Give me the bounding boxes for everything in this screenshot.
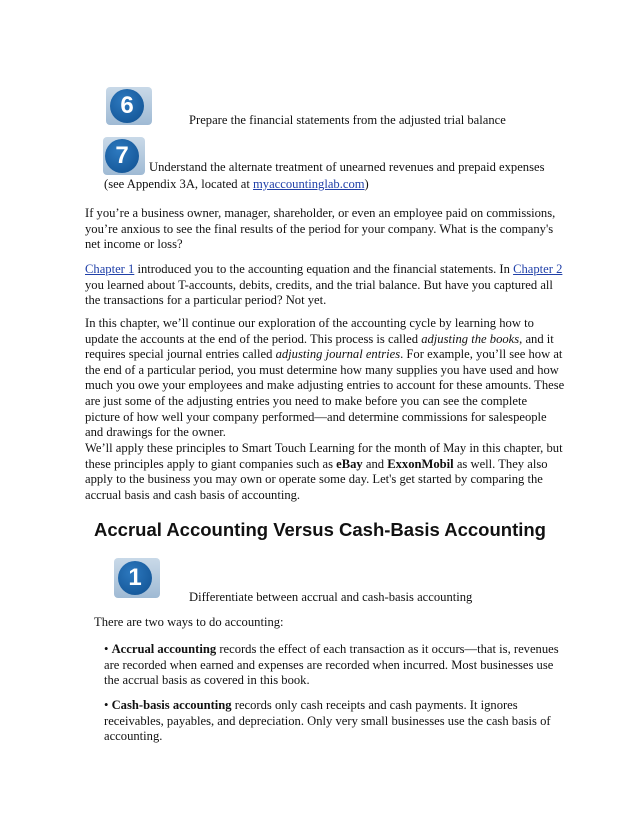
para4-text1: We’ll apply these principles to Smart Touch Learning for the month of May in this chapter, but these principles apply to giant companies such as	[85, 441, 563, 471]
objective-7-text: Understand the alternate treatment of unearned revenues and prepaid expenses	[149, 160, 545, 174]
ebay-name: eBay	[336, 456, 363, 471]
adjusting-journal-entries-term: adjusting journal entries	[275, 347, 401, 362]
smart-touch-paragraph	[85, 441, 565, 503]
learning-objective-6-badge	[106, 87, 152, 125]
section-heading: Accrual Accounting Versus Cash-Basis Accounting	[94, 519, 546, 540]
para4-text2: and	[362, 456, 388, 471]
cash-basis-accounting-term: Cash-basis accounting	[111, 698, 232, 712]
chapter-1-link[interactable]: Chapter 1	[85, 262, 135, 276]
objective-number-6: 6	[110, 89, 144, 123]
intro-paragraph: If you’re a business owner, manager, shareholder, or even an employee paid on commissions, you’re anxious to see the final results of the period for your company. What is the company's net income or loss?	[85, 206, 556, 252]
para2-text1: introduced you to the accounting equation and the financial statements. In	[134, 262, 514, 276]
para4-text3: as well. They also apply to the business you may own or operate some day. Let's get started by comparing the accrual basis and cash basis of accounting.	[85, 456, 548, 502]
para3-text3: . For example, you’ll see how at the end of a particular period, you must determine how many supplies you have used and how much you owe your employees and make adjusting entries to account for these amounts. These are just some of the adjusting entries you need to make before you can see the complete picture of how well your company performed—and determine commissions for salespeople and drawings for the owner.	[85, 347, 565, 440]
adjusting-the-books-term: adjusting the books	[421, 331, 520, 346]
para3-text1: In this chapter, we’ll continue our exploration of the accounting cycle by learning how to update the accounts at the end of the period. This process is called	[85, 316, 534, 346]
objective-7-line2-suffix: )	[364, 177, 369, 191]
bullet-1-marker: •	[104, 642, 109, 656]
bullet-2-marker: •	[104, 698, 109, 712]
learning-objective-1-badge	[114, 558, 160, 598]
two-ways-intro: There are two ways to do accounting:	[94, 615, 284, 629]
chapter-2-link[interactable]: Chapter 2	[513, 262, 563, 276]
chapter-overview-paragraph	[85, 316, 565, 441]
chapter-review-paragraph	[85, 262, 563, 309]
accrual-accounting-bullet	[104, 642, 562, 689]
para2-text2: you learned about T-accounts, debits, credits, and the trial balance. But have you captured all the transactions for a particular period? Not yet.	[85, 277, 553, 308]
para3-text2: , and it requires special journal entries called	[85, 331, 554, 362]
objective-7-line2-prefix: (see Appendix 3A, located at	[104, 177, 253, 191]
learning-objective-7-badge	[103, 137, 145, 175]
objective-1-text: Differentiate between accrual and cash-basis accounting	[189, 590, 473, 604]
myaccountinglab-link[interactable]: myaccountinglab.com	[252, 177, 365, 191]
objective-number-1: 1	[118, 561, 152, 595]
objective-number-7: 7	[105, 139, 139, 173]
objective-6-text: Prepare the financial statements from the adjusted trial balance	[189, 113, 506, 127]
objective-7-line2	[104, 177, 369, 193]
accrual-accounting-definition: records the effect of each transaction as it occurs—that is, revenues are recorded when earned and expenses are recorded when incurred. Most businesses use the accrual basis as covered in this book.	[104, 642, 559, 688]
cash-basis-accounting-bullet	[104, 698, 562, 745]
accrual-accounting-term: Accrual accounting	[111, 642, 217, 656]
exxonmobil-name: ExxonMobil	[387, 456, 454, 471]
cash-basis-accounting-definition: records only cash receipts and cash payments. It ignores receivables, payables, and depreciation. Only very small businesses use the cash basis of accounting.	[104, 698, 551, 744]
